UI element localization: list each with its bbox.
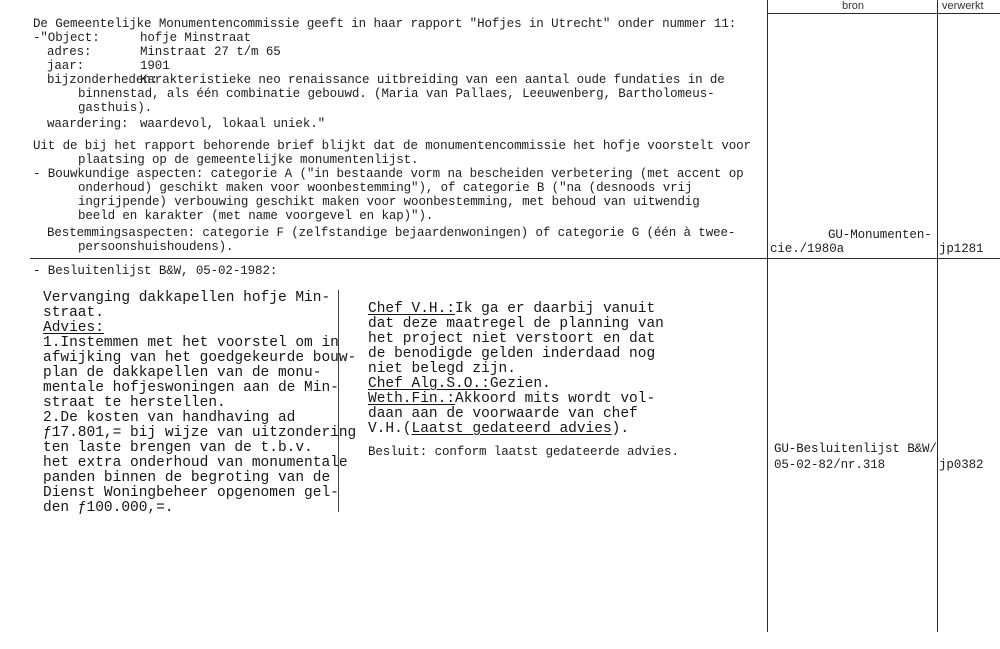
bijzonderheden-line-3: gasthuis). <box>78 101 153 115</box>
reactie-line-9-end: ). <box>611 421 630 437</box>
record-1-bron-line-1: GU-Monumenten- <box>828 228 932 242</box>
brief-line-1: Uit de bij het rapport behorende brief blijkt dat de monumentencommissie het hofje voorstelt voor <box>33 139 751 153</box>
clipping-advies-line: straat te herstellen. <box>43 395 226 411</box>
reactie-line-8: daan aan de voorwaarde van chef <box>368 406 638 422</box>
clipping-advies-line: Dienst Woningbeheer opgenomen gel- <box>43 485 339 501</box>
bestemming-line-2: persoonshuishoudens). <box>78 240 234 254</box>
clipping-advies-line: het extra onderhoud van monumentale <box>43 455 348 471</box>
record-2-bron-line-1: GU-Besluitenlijst B&W/ <box>774 442 937 456</box>
record-1-verwerkt: jp1281 <box>939 242 984 256</box>
waardering-value: waardevol, lokaal uniek." <box>140 117 326 131</box>
reactie-line-2: dat deze maatregel de planning van <box>368 316 664 332</box>
brief-line-2: plaatsing op de gemeentelijke monumentenlijst. <box>78 153 419 167</box>
jaar-value: 1901 <box>140 59 170 73</box>
clipping-advies-line: plan de dakkapellen van de monu- <box>43 365 322 381</box>
column-divider-verwerkt <box>937 0 938 632</box>
record-2-title: - Besluitenlijst B&W, 05-02-1982: <box>33 264 278 278</box>
record-1-intro: De Gemeentelijke Monumentencommissie geeft in haar rapport "Hofjes in Utrecht" onder nummer 11: <box>33 17 737 31</box>
laatst-gedateerd-advies: Laatst gedateerd advies <box>411 421 612 437</box>
advies-heading: Advies: <box>43 320 104 336</box>
bestemming-line-1: Bestemmingsaspecten: categorie F (zelfstandige bejaardenwoningen) of categorie G (één à twee- <box>47 226 736 240</box>
chef-vh-text: Ik ga er daarbij vanuit <box>455 301 656 317</box>
reactie-line-9 <box>368 422 629 437</box>
chef-alg-label: Chef Alg.S.O.: <box>368 376 490 392</box>
reactie-line-5: niet belegd zijn. <box>368 361 516 377</box>
clipping-advies-line: mentale hofjeswoningen aan de Min- <box>43 380 339 396</box>
clipping-reacties <box>364 300 670 440</box>
clipping-advies-line: 1.Instemmen met het voorstel om in <box>43 335 339 351</box>
clipping-advies-line: 2.De kosten van handhaving ad <box>43 410 296 426</box>
bijzonderheden-line-2: binnenstad, als één combinatie gebouwd. (Maria van Pallaes, Leeuwenberg, Bartholomeus- <box>78 87 715 101</box>
clipping-advies-line: panden binnen de begroting van de <box>43 470 331 486</box>
bouwkundige-line-1: - Bouwkundige aspecten: categorie A ("in bestaande vorm na bescheiden verbetering (met accent op <box>33 167 744 181</box>
adres-label: adres: <box>47 45 92 59</box>
clipping-advies-line: den ƒ100.000,=. <box>43 500 174 516</box>
record-2-verwerkt: jp0382 <box>939 458 984 472</box>
reactie-line-1 <box>368 302 655 317</box>
record-separator <box>30 258 1000 259</box>
bouwkundige-line-2: onderhoud) geschikt maken voor woonbestemming"), of categorie B ("na (desnoods vrij <box>78 181 693 195</box>
object-label: -"Object: <box>33 31 100 45</box>
header-rule <box>767 13 1000 14</box>
header-bron: bron <box>842 0 865 12</box>
weth-fin-label: Weth.Fin.: <box>368 391 456 407</box>
clipping-advies-line: ƒ17.801,= bij wijze van uitzondering <box>43 425 357 441</box>
chef-alg-text: Gezien. <box>489 376 551 392</box>
chef-vh-label: Chef V.H.: <box>368 301 456 317</box>
adres-value: Minstraat 27 t/m 65 <box>140 45 281 59</box>
record-2-bron-line-2: 05-02-82/nr.318 <box>774 458 886 472</box>
bouwkundige-line-4: beeld en karakter (met name voorgevel en kap)"). <box>78 209 434 223</box>
header-verwerkt: verwerkt <box>942 0 984 12</box>
reactie-line-3: het project niet verstoort en dat <box>368 331 656 347</box>
column-divider-bron <box>767 0 768 632</box>
jaar-label: jaar: <box>47 59 85 73</box>
clipping-advies-line: straat. <box>43 305 104 321</box>
clipping-advies-line: Vervanging dakkapellen hofje Min- <box>43 290 331 306</box>
clipping-advies <box>38 287 357 516</box>
bijzonderheden-label: bijzonderheden: <box>47 73 159 87</box>
bijzonderheden-line-1: Karakteristieke neo renaissance uitbreiding van een aantal oude fundaties in de <box>140 73 725 87</box>
reactie-line-4: de benodigde gelden inderdaad nog <box>368 346 656 362</box>
weth-fin-text: Akkoord mits wordt vol- <box>455 391 656 407</box>
besluit: Besluit: conform laatst gedateerde advies. <box>368 445 679 459</box>
reactie-line-7 <box>368 392 655 407</box>
record-1-bron-line-2: cie./1980a <box>770 242 845 256</box>
object-value: hofje Minstraat <box>140 31 252 45</box>
reactie-line-6 <box>368 377 551 392</box>
bouwkundige-line-3: ingrijpende) verbouwing geschikt maken voor woonbestemming, met behoud van uitwendig <box>78 195 700 209</box>
clipping-advies-line: ten laste brengen van de t.b.v. <box>43 440 313 456</box>
waardering-label: waardering: <box>47 117 129 131</box>
clipping-advies-line: afwijking van het goedgekeurde bouw- <box>43 350 357 366</box>
clipping-advies-border <box>338 290 339 512</box>
reactie-line-9-start: V.H.( <box>368 421 412 437</box>
